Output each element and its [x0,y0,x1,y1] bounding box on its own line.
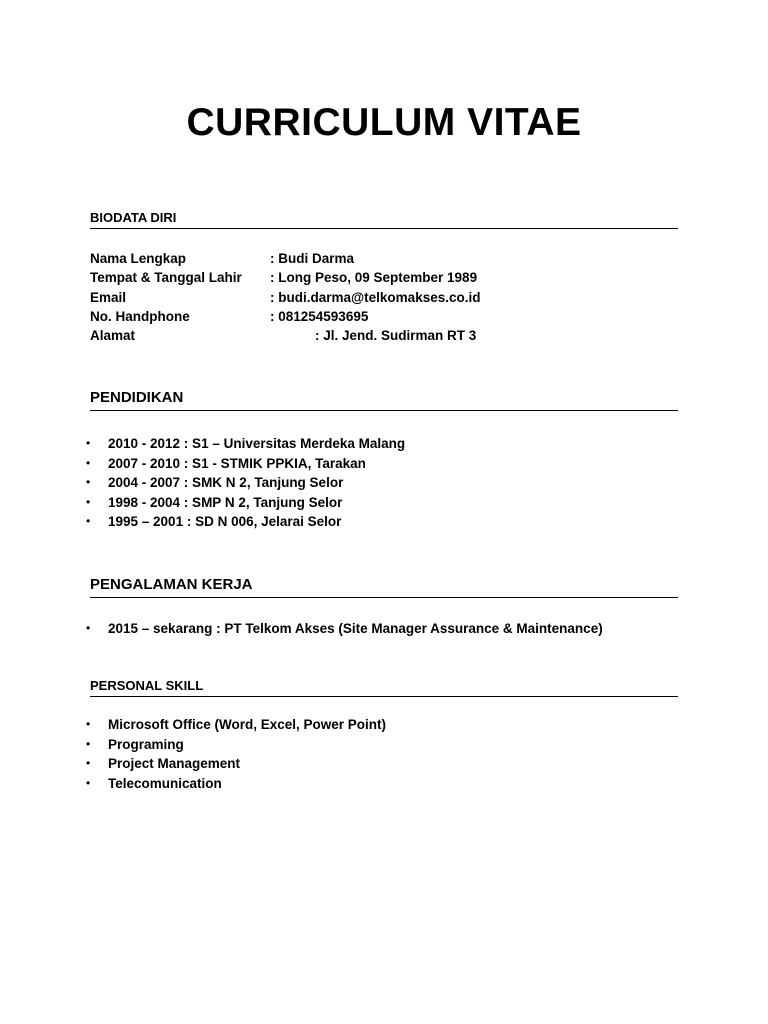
skill-heading: PERSONAL SKILL [90,677,678,697]
pendidikan-list [86,434,678,532]
pengalaman-list [86,619,678,639]
bio-label: Alamat [90,328,136,344]
pendidikan-section [86,388,678,532]
bullet-icon: • [86,514,91,528]
list-item-text: Microsoft Office (Word, Excel, Power Point) [108,717,387,732]
list-item-text: Programing [108,736,184,752]
bio-label: Nama Lengkap [90,251,187,266]
list-item-text: 2010 - 2012 : S1 – Universitas Merdeka Malang [108,436,406,451]
list-item [86,735,678,755]
bio-value: : Budi Darma [270,251,355,266]
bio-row-name [90,249,678,268]
bio-row-address [90,326,678,345]
list-item [86,774,678,794]
bio-row-phone [90,307,678,326]
bullet-icon: • [86,621,91,635]
biodata-section [90,209,678,345]
list-item-text: 2015 – sekarang : PT Telkom Akses (Site Manager Assurance & Maintenance) [108,621,603,636]
bio-label: Email [90,289,127,305]
list-item-text: 2007 - 2010 : S1 - STMIK PPKIA, Tarakan [108,455,366,471]
list-item [86,454,678,474]
page-title: CURRICULUM VITAE [186,101,582,144]
bio-row-email [90,288,678,307]
list-item-text: 1995 – 2001 : SD N 006, Jelarai Selor [108,514,342,529]
bio-value: : budi.darma@telkomakses.co.id [270,289,481,305]
list-item [86,512,678,532]
list-item-text: 2004 - 2007 : SMK N 2, Tanjung Selor [108,475,344,490]
bullet-icon: • [86,475,91,489]
bio-label: Tempat & Tanggal Lahir [90,270,242,286]
bio-row-birth [90,268,678,287]
pengalaman-section [86,575,678,639]
bullet-icon: • [86,494,91,509]
pendidikan-heading: PENDIDIKAN [90,388,678,411]
list-item [86,715,678,735]
bio-value: : Jl. Jend. Sudirman RT 3 [315,328,477,344]
bio-value: : Long Peso, 09 September 1989 [270,270,478,286]
skill-list [86,715,678,793]
bullet-icon: • [86,436,91,450]
bio-label: No. Handphone [90,308,190,324]
bio-value: : 081254593695 [270,308,369,324]
list-item [86,493,678,513]
list-item-text: 1998 - 2004 : SMP N 2, Tanjung Selor [108,494,343,510]
list-item [86,619,678,639]
pengalaman-heading: PENGALAMAN KERJA [90,575,678,598]
list-item [86,754,678,774]
list-item [86,473,678,493]
skill-section [86,677,678,793]
list-item-text: Project Management [108,756,241,771]
list-item [86,434,678,454]
biodata-heading: BIODATA DIRI [90,209,678,229]
bullet-icon: • [86,717,91,731]
bullet-icon: • [86,756,91,770]
bullet-icon: • [86,455,91,470]
list-item-text: Telecomunication [108,775,222,791]
bullet-icon: • [86,775,91,790]
bullet-icon: • [86,736,91,751]
